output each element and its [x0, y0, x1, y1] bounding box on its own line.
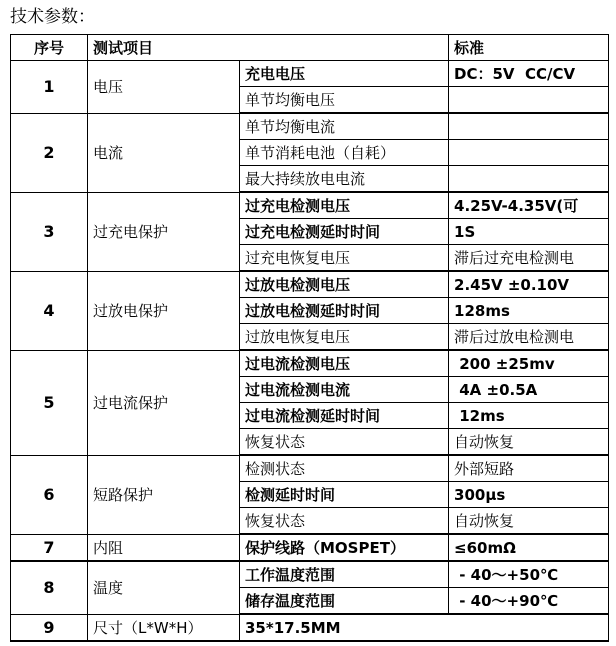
row-number: 6	[11, 455, 88, 534]
standard-value	[449, 140, 609, 166]
test-category: 短路保护	[88, 455, 240, 534]
test-item: 检测状态	[240, 455, 449, 482]
standard-value	[449, 113, 609, 140]
test-item: 恢复状态	[240, 429, 449, 456]
standard-value: DC：5V CC/CV	[449, 61, 609, 87]
test-item: 单节均衡电压	[240, 87, 449, 114]
standard-value: - 40～+90℃	[449, 588, 609, 615]
test-item: 过充电检测电压	[240, 192, 449, 219]
table-row	[11, 455, 609, 482]
header-no: 序号	[11, 35, 88, 61]
test-item: 过放电检测电压	[240, 271, 449, 298]
test-item: 过放电检测延时时间	[240, 298, 449, 324]
table-row	[11, 350, 609, 377]
test-category: 过充电保护	[88, 192, 240, 271]
row-number: 9	[11, 614, 88, 641]
header-standard: 标准	[449, 35, 609, 61]
test-item: 恢复状态	[240, 508, 449, 535]
test-item: 单节均衡电流	[240, 113, 449, 140]
test-item: 过电流检测电压	[240, 350, 449, 377]
standard-value: 滞后过充电检测电	[449, 245, 609, 272]
standard-value: 1S	[449, 219, 609, 245]
standard-value: 128ms	[449, 298, 609, 324]
standard-value: 200 ±25mv	[449, 350, 609, 377]
spec-table-body	[11, 61, 609, 642]
test-category: 过电流保护	[88, 350, 240, 455]
table-row	[11, 113, 609, 140]
table-header-row	[11, 35, 609, 61]
standard-value: 2.45V ±0.10V	[449, 271, 609, 298]
test-item: 过放电恢复电压	[240, 324, 449, 351]
header-item: 测试项目	[88, 35, 449, 61]
table-row	[11, 61, 609, 87]
row-number: 1	[11, 61, 88, 114]
page-title: 技术参数：	[10, 7, 95, 27]
spec-table	[10, 34, 609, 642]
test-item: 储存温度范围	[240, 588, 449, 615]
test-category: 温度	[88, 561, 240, 614]
row-number: 8	[11, 561, 88, 614]
table-row	[11, 534, 609, 561]
test-item: 35*17.5MM	[240, 614, 609, 641]
test-item: 过电流检测电流	[240, 377, 449, 403]
standard-value: 自动恢复	[449, 508, 609, 535]
standard-value	[449, 166, 609, 193]
standard-value: 滞后过放电检测电	[449, 324, 609, 351]
test-item: 过充电检测延时时间	[240, 219, 449, 245]
test-category: 内阻	[88, 534, 240, 561]
test-item: 过电流检测延时时间	[240, 403, 449, 429]
standard-value: 自动恢复	[449, 429, 609, 456]
row-number: 4	[11, 271, 88, 350]
standard-value: ≤60mΩ	[449, 534, 609, 561]
row-number: 7	[11, 534, 88, 561]
standard-value: 4.25V-4.35V(可	[449, 192, 609, 219]
row-number: 5	[11, 350, 88, 455]
table-row	[11, 614, 609, 641]
test-item: 充电电压	[240, 61, 449, 87]
test-category: 电流	[88, 113, 240, 192]
test-item: 过充电恢复电压	[240, 245, 449, 272]
test-item: 单节消耗电池（自耗）	[240, 140, 449, 166]
test-category: 尺寸（L*W*H）	[88, 614, 240, 641]
standard-value: 12ms	[449, 403, 609, 429]
test-item: 保护线路（MOSPET）	[240, 534, 449, 561]
standard-value: 300μs	[449, 482, 609, 508]
table-row	[11, 271, 609, 298]
standard-value: 外部短路	[449, 455, 609, 482]
test-item: 最大持续放电电流	[240, 166, 449, 193]
test-category: 过放电保护	[88, 271, 240, 350]
standard-value: - 40～+50℃	[449, 561, 609, 588]
test-category: 电压	[88, 61, 240, 114]
row-number: 3	[11, 192, 88, 271]
standard-value: 4A ±0.5A	[449, 377, 609, 403]
standard-value	[449, 87, 609, 114]
table-row	[11, 561, 609, 588]
table-row	[11, 192, 609, 219]
test-item: 检测延时时间	[240, 482, 449, 508]
test-item: 工作温度范围	[240, 561, 449, 588]
row-number: 2	[11, 113, 88, 192]
